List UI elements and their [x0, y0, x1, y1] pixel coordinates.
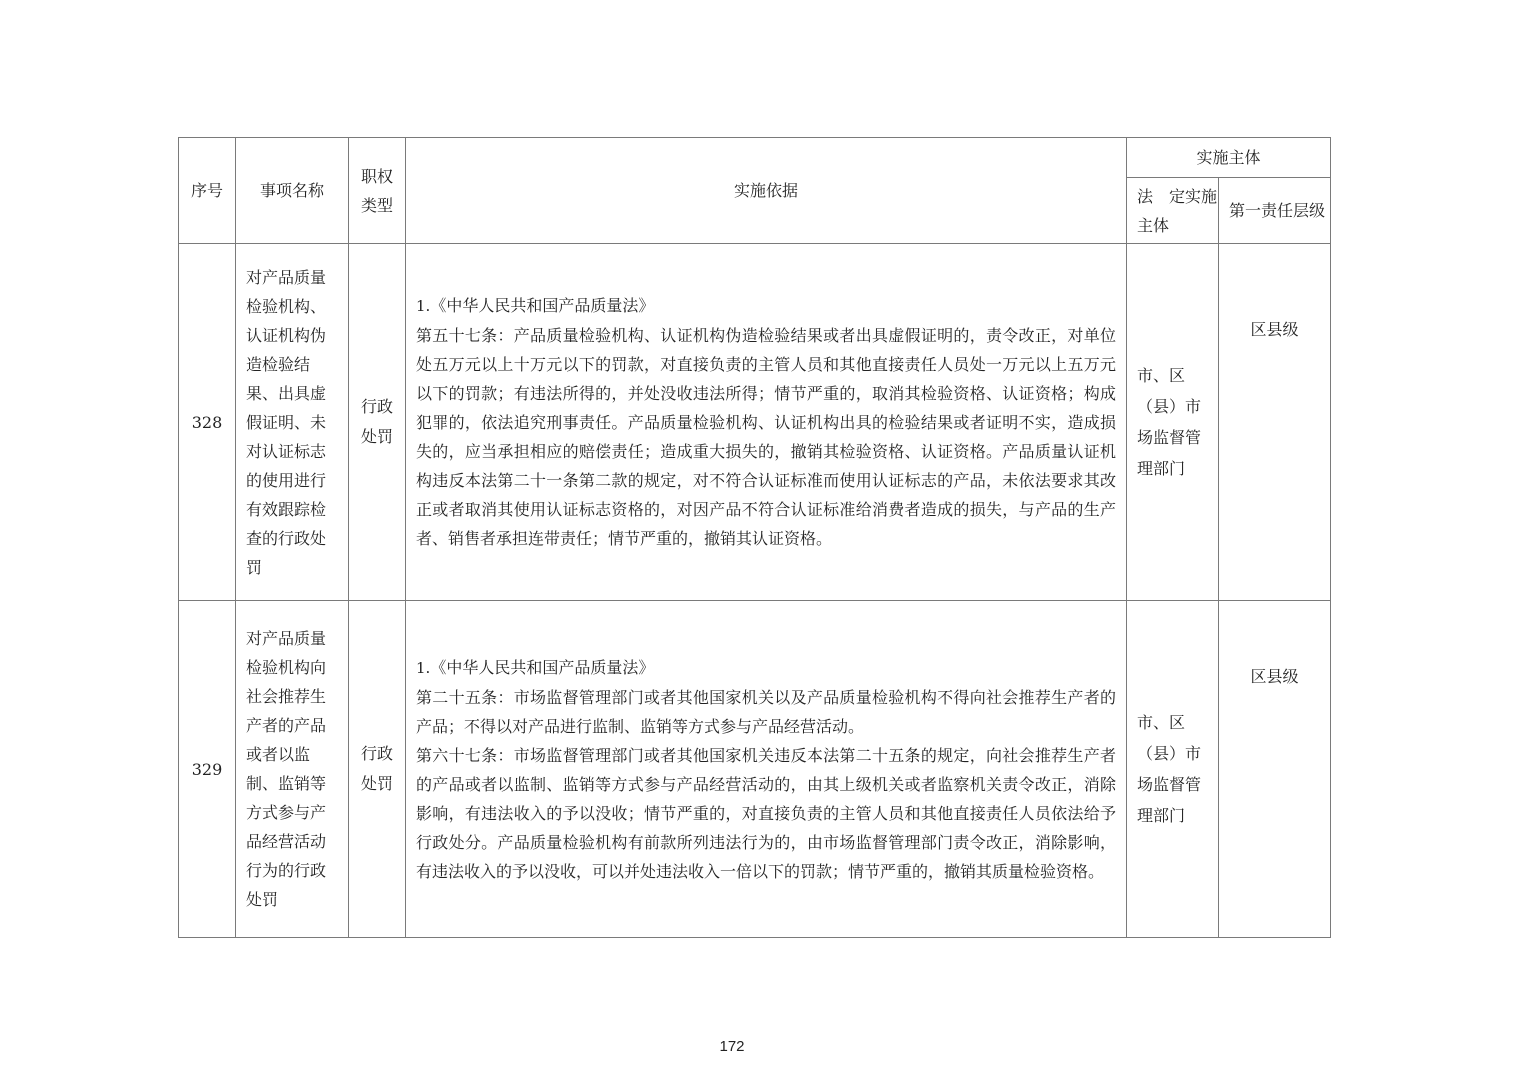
- header-subject: 实施主体: [1127, 138, 1331, 178]
- header-item-name: 事项名称: [236, 138, 349, 244]
- row-authority-type: 行政处罚: [349, 244, 406, 601]
- row-first-level: 区县级: [1219, 244, 1331, 601]
- law-paragraph: 第二十五条：市场监督管理部门或者其他国家机关以及产品质量检验机构不得向社会推荐生产者的产品；不得以对产品进行监制、监销等方式参与产品经营活动。: [416, 687, 1116, 736]
- law-paragraph: 第六十七条：市场监督管理部门或者其他国家机关违反本法第二十五条的规定，向社会推荐生产者的产品或者以监制、监销等方式参与产品经营活动的，由其上级机关或者监察机关责令改正，消除影响，有违法收入的予以没收；情节严重的，对直接负责的主管人员和其他直接责任人员依法给予行政处分。产品质量检验机构有前款所列违法行为的，由市场监督管理部门责令改正，消除影响，有违法收入的予以没收，可以并处违法收入一倍以下的罚款；情节严重的，撤销其质量检验资格。: [416, 745, 1116, 881]
- row-legal-subject: 市、区（县）市场监督管理部门: [1127, 601, 1219, 938]
- row-item-name: 对产品质量检验机构向社会推荐生产者的产品或者以监制、监销等方式参与产品经营活动行为的行政处罚: [236, 601, 349, 938]
- page-number: 172: [719, 1038, 745, 1055]
- table-row: [179, 244, 1331, 601]
- row-basis: [406, 244, 1127, 601]
- row-first-level: 区县级: [1219, 601, 1331, 938]
- row-seq: 329: [179, 601, 236, 938]
- row-item-name: 对产品质量检验机构、认证机构伪造检验结果、出具虚假证明、未对认证标志的使用进行有效跟踪检查的行政处罚: [236, 244, 349, 601]
- row-seq: 328: [179, 244, 236, 601]
- row-basis: [406, 601, 1127, 938]
- table-row: [179, 601, 1331, 938]
- row-legal-subject: 市、区（县）市场监督管理部门: [1127, 244, 1219, 601]
- enforcement-table: [178, 137, 1331, 938]
- law-title: 1.《中华人民共和国产品质量法》: [416, 657, 655, 677]
- header-seq: 序号: [179, 138, 236, 244]
- header-legal-subject: 法 定实施主体: [1127, 178, 1219, 244]
- header-basis: 实施依据: [406, 138, 1127, 244]
- header-first-level: 第一责任层级: [1219, 178, 1331, 244]
- header-authority-type: 职权类型: [349, 138, 406, 244]
- law-title: 1.《中华人民共和国产品质量法》: [416, 296, 655, 315]
- law-paragraph: 第五十七条：产品质量检验机构、认证机构伪造检验结果或者出具虚假证明的，责令改正，对单位处五万元以上十万元以下的罚款，对直接负责的主管人员和其他直接责任人员处一万元以上五万元以下的罚款；有违法所得的，并处没收违法所得；情节严重的，取消其检验资格、认证资格；构成犯罪的，依法追究刑事责任。产品质量检验机构、认证机构出具的检验结果或者证明不实，造成损失的，应当承担相应的赔偿责任；造成重大损失的，撤销其检验资格、认证资格。产品质量认证机构违反本法第二十一条第二款的规定，对不符合认证标准而使用认证标志的产品，未依法要求其改正或者取消其使用认证标志资格的，对因产品不符合认证标准给消费者造成的损失，与产品的生产者、销售者承担连带责任；情节严重的，撤销其认证资格。: [416, 326, 1116, 548]
- row-authority-type: 行政处罚: [349, 601, 406, 938]
